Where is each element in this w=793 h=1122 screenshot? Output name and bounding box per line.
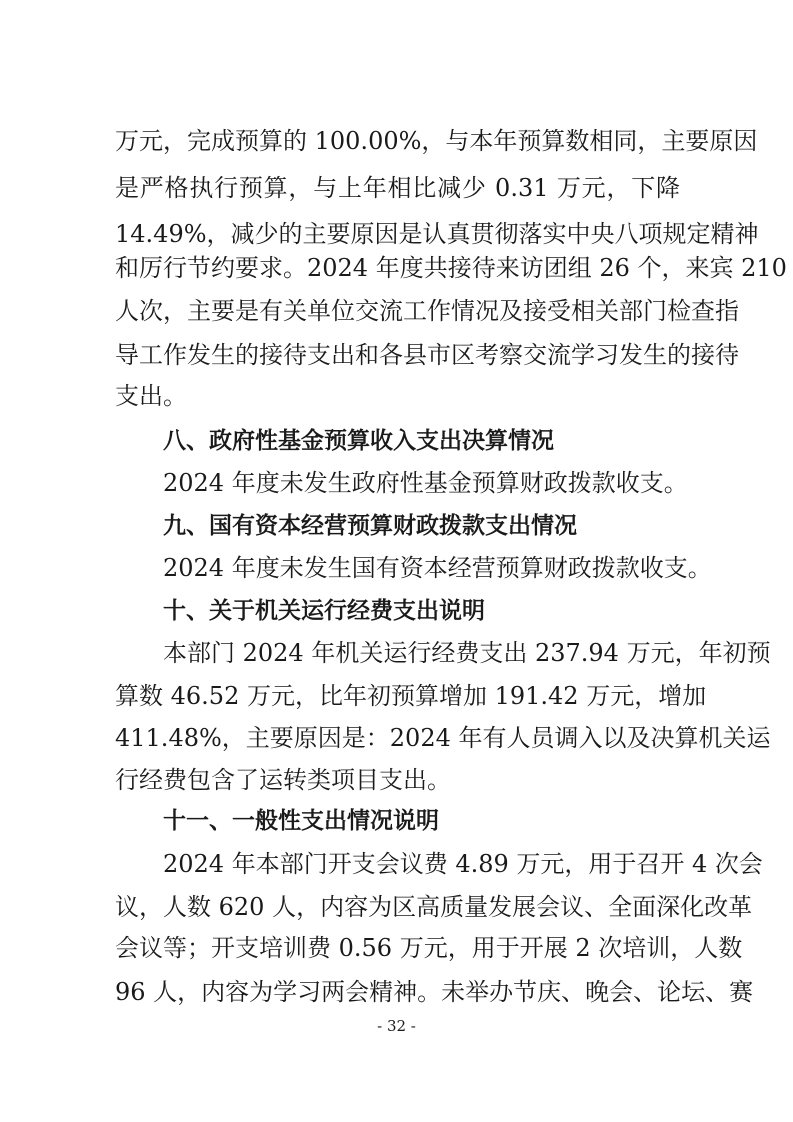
body-line: 是严格执行预算，与上年相比减少 0.31 万元，下降 — [115, 174, 680, 202]
body-line: 导工作发生的接待支出和各县市区考察交流学习发生的接待 — [115, 341, 739, 369]
section-heading-8: 八、政府性基金预算收入支出决算情况 — [163, 428, 554, 454]
body-line: 议，人数 620 人，内容为区高质量发展会议、全面深化改革 — [115, 893, 753, 921]
body-line: 行经费包含了运转类项目支出。 — [115, 766, 451, 794]
body-line: 14.49%，减少的主要原因是认真贯彻落实中央八项规定精神 — [115, 220, 759, 248]
body-line: 本部门 2024 年机关运行经费支出 237.94 万元，年初预 — [163, 639, 771, 667]
body-line: 人次，主要是有关单位交流工作情况及接受相关部门检查指 — [115, 297, 739, 325]
body-line: 96 人，内容为学习两会精神。未举办节庆、晚会、论坛、赛 — [115, 978, 754, 1006]
section-9-text: 2024 年度未发生国有资本经营预算财政拨款收支。 — [163, 554, 712, 582]
section-heading-11: 十一、一般性支出情况说明 — [163, 808, 439, 834]
body-line: 支出。 — [115, 382, 187, 410]
section-heading-10: 十、关于机关运行经费支出说明 — [163, 598, 485, 624]
body-line: 算数 46.52 万元，比年初预算增加 191.42 万元，增加 — [115, 682, 707, 710]
section-8-text: 2024 年度未发生政府性基金预算财政拨款收支。 — [163, 469, 688, 497]
section-heading-9: 九、国有资本经营预算财政拨款支出情况 — [163, 513, 577, 539]
body-line: 411.48%，主要原因是：2024 年有人员调入以及决算机关运 — [115, 724, 771, 752]
body-line: 万元，完成预算的 100.00%，与本年预算数相同，主要原因 — [115, 127, 758, 155]
page-number: - 32 - — [377, 1017, 416, 1035]
body-line: 会议等；开支培训费 0.56 万元，用于开展 2 次培训，人数 — [115, 934, 743, 962]
body-line: 和厉行节约要求。2024 年度共接待来访团组 26 个，来宾 210 — [115, 254, 787, 282]
body-line: 2024 年本部门开支会议费 4.89 万元，用于召开 4 次会 — [163, 850, 763, 878]
